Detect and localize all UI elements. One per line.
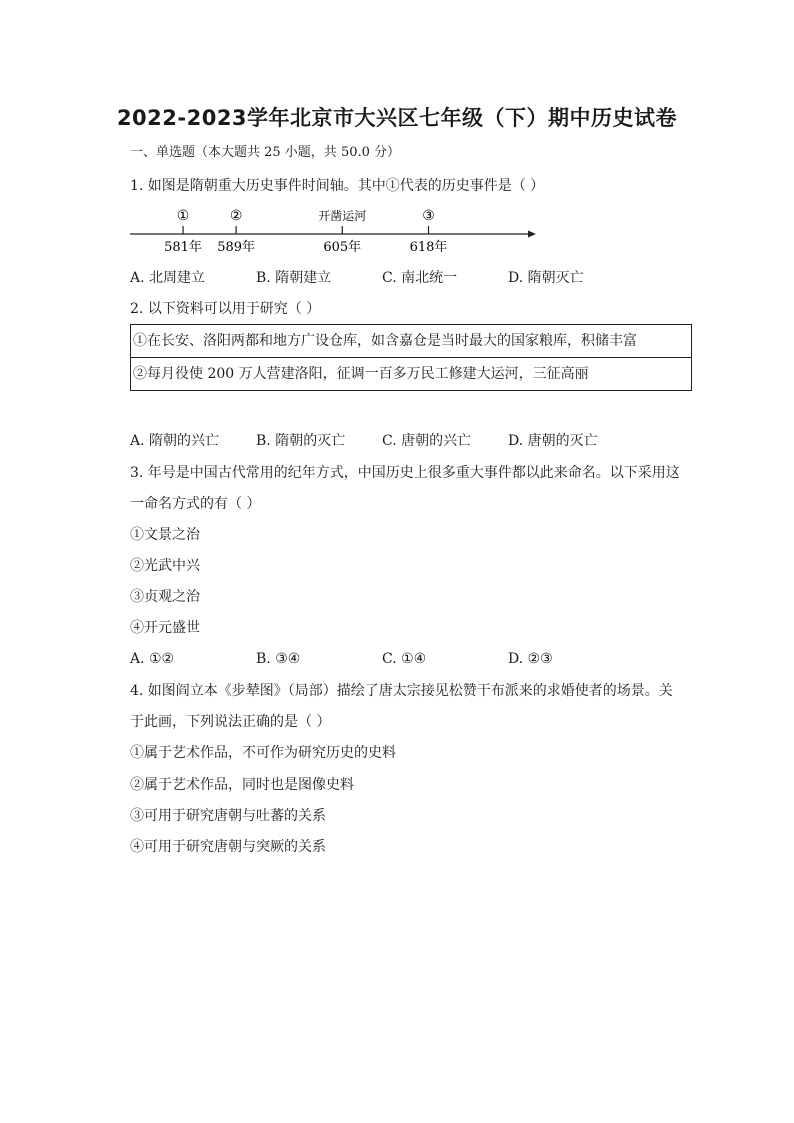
q1-option-b[interactable]: B. 隋朝建立	[256, 270, 332, 286]
question-4-stem-line-2: 于此画，下列说法正确的是（ ）	[130, 714, 331, 730]
q2-option-c[interactable]: C. 唐朝的兴亡	[382, 433, 472, 449]
q3-item-2: ②光武中兴	[130, 558, 200, 574]
q2-option-d[interactable]: D. 唐朝的灭亡	[508, 433, 598, 449]
section-heading: 一、单选题（本大题共 25 小题，共 50.0 分）	[130, 145, 401, 160]
timeline-year-4: 618年	[409, 240, 448, 255]
question-4-stem-line-1: 4. 如图阎立本《步辇图》（局部）描绘了唐太宗接见松赞干布派来的求婚使者的场景。关	[130, 683, 673, 699]
source-cell-2: ②每月役使 200 万人营建洛阳，征调一百多万民工修建大运河，三征高丽	[131, 358, 692, 391]
source-cell-1: ①在长安、洛阳两都和地方广设仓库，如含嘉仓是当时最大的国家粮库，积储丰富	[131, 325, 692, 358]
q1-option-d[interactable]: D. 隋朝灭亡	[508, 270, 584, 286]
q4-item-2: ②属于艺术作品，同时也是图像史料	[130, 777, 354, 793]
q3-option-b[interactable]: B. ③④	[256, 651, 301, 667]
timeline-year-1: 581年	[164, 240, 202, 255]
q4-item-3: ③可用于研究唐朝与吐蕃的关系	[130, 808, 326, 824]
question-2-stem: 2. 以下资料可以用于研究（ ）	[130, 301, 321, 317]
q3-option-d[interactable]: D. ②③	[508, 651, 553, 667]
source-table	[130, 324, 692, 391]
q2-option-b[interactable]: B. 隋朝的灭亡	[256, 433, 346, 449]
q3-item-1: ①文景之治	[130, 527, 200, 543]
sui-timeline	[128, 202, 538, 256]
question-3-stem-line-1: 3. 年号是中国古代常用的纪年方式，中国历史上很多重大事件都以此来命名。以下采用这	[130, 465, 680, 481]
question-3-stem-line-2: 一命名方式的有（ ）	[130, 496, 261, 512]
question-1-stem: 1. 如图是隋朝重大历史事件时间轴。其中①代表的历史事件是（ ）	[130, 178, 545, 194]
q4-item-1: ①属于艺术作品，不可作为研究历史的史料	[130, 745, 396, 761]
timeline-marker-4: ③	[422, 208, 435, 224]
table-row	[131, 325, 692, 358]
timeline-svg	[128, 202, 538, 256]
q3-option-c[interactable]: C. ①④	[382, 651, 427, 667]
exam-title: 2022-2023学年北京市大兴区七年级（下）期中历史试卷	[116, 106, 678, 130]
q4-item-4: ④可用于研究唐朝与突厥的关系	[130, 839, 326, 855]
q3-option-a[interactable]: A. ①②	[130, 651, 175, 667]
q1-option-c[interactable]: C. 南北统一	[382, 270, 458, 286]
timeline-arrow	[528, 231, 536, 238]
table-row	[131, 358, 692, 391]
q3-item-4: ④开元盛世	[130, 620, 200, 636]
timeline-year-3: 605年	[323, 240, 362, 255]
timeline-marker-3: 开凿运河	[318, 209, 367, 223]
q2-option-a[interactable]: A. 隋朝的兴亡	[130, 433, 220, 449]
timeline-year-2: 589年	[217, 240, 256, 255]
timeline-marker-1: ①	[176, 208, 190, 224]
q3-item-3: ③贞观之治	[130, 589, 200, 605]
q1-option-a[interactable]: A. 北周建立	[130, 270, 206, 286]
timeline-marker-2: ②	[229, 208, 243, 224]
